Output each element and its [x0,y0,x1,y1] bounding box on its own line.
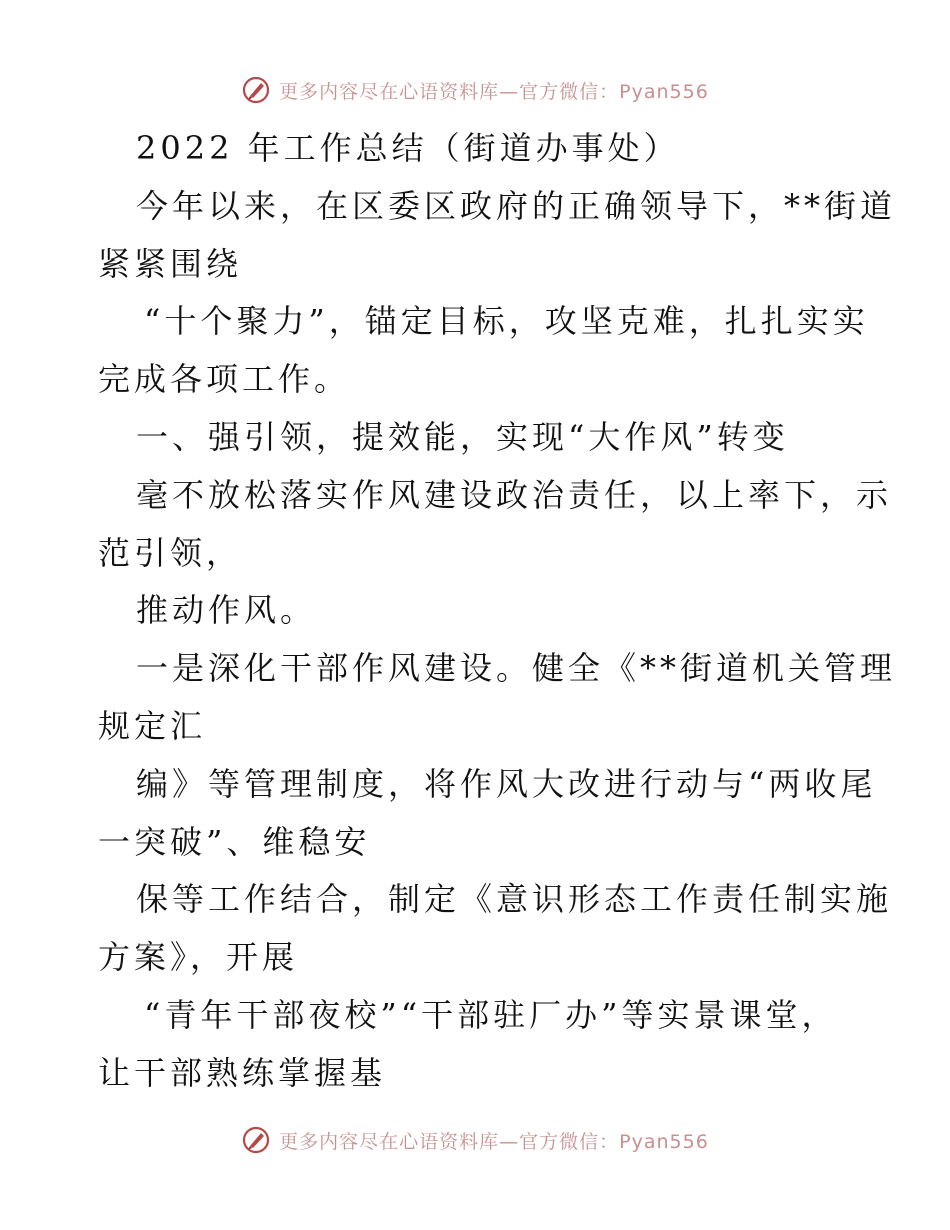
paragraph-line: 让干部熟练掌握基 [98,1053,387,1092]
document-title: 2022 年工作总结（街道办事处） [136,129,680,167]
paragraph-line: 今年以来，在区委区政府的正确领导下，**街道 [136,186,897,225]
paragraph-line: 毫不放松落实作风建设政治责任，以上率下，示 [136,475,893,514]
watermark-text: 更多内容尽在心语资料库—官方微信：Pyan556 [279,80,709,103]
paragraph-line: 规定汇 [98,706,207,745]
document-body [98,120,897,1103]
paragraph-line: 保等工作结合，制定《意识形态工作责任制实施 [136,880,893,919]
paragraph-line: 方案》，开展 [98,938,299,977]
paragraph-line: “十个聚力”，锚定目标，攻坚克难，扎扎实实 [144,302,869,341]
watermark-footer [0,1120,950,1160]
pen-logo-icon [241,1125,271,1155]
paragraph-line: 范引领， [98,533,243,572]
paragraph-line: 紧紧围绕 [98,244,243,283]
paragraph-line: 一突破”、维稳安 [98,822,371,861]
section-heading: 一、强引领，提效能，实现“大作风”转变 [136,417,789,456]
paragraph-line: 编》等管理制度，将作风大改进行动与“两收尾 [136,764,877,803]
watermark-text: 更多内容尽在心语资料库—官方微信：Pyan556 [279,1130,709,1153]
paragraph-line: 完成各项工作。 [98,360,351,399]
paragraph-line: “青年干部夜校”“干部驻厂办”等实景课堂， [144,995,838,1034]
watermark-header [0,70,950,110]
paragraph-line: 一是深化干部作风建设。健全《**街道机关管理 [136,649,897,688]
paragraph-line: 推动作风。 [136,591,317,630]
pen-logo-icon [241,75,271,105]
